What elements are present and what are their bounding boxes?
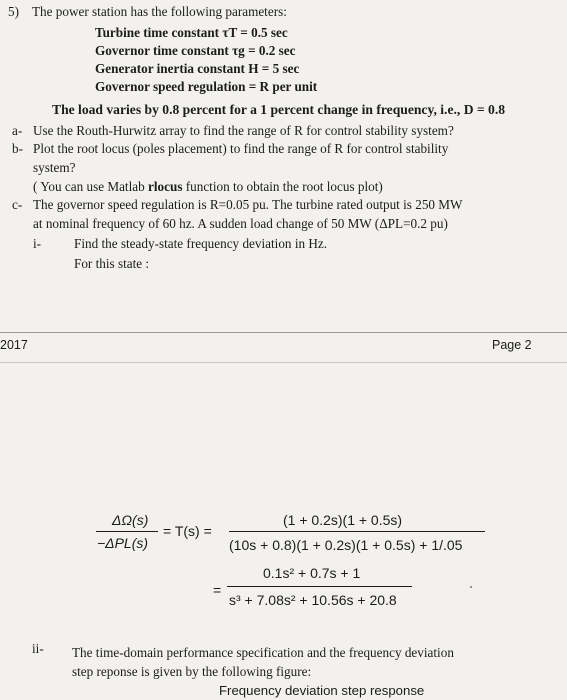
param-governor: Governor time constant τg = 0.2 sec [95,43,296,58]
param-turbine: Turbine time constant τT = 0.5 sec [95,25,288,40]
sub-i-label: i- [33,236,42,251]
problem-intro: The power station has the following parameters: [32,4,287,19]
lhs-fraction-bar [96,531,158,532]
part-b-text-1: Plot the root locus (poles placement) to find the range of R for control stability [33,141,449,156]
part-c-label: c- [12,197,23,212]
part-c-text-1: The governor speed regulation is R=0.05 pu. The turbine rated output is 250 MW [33,197,463,212]
rhs2-fraction-bar [227,586,412,587]
sub-i-text-1: Find the steady-state frequency deviation in Hz. [74,236,328,251]
lhs-denominator: −ΔPL(s) [97,535,149,551]
sub-ii-text-2: step reponse is given by the following figure: [72,664,312,679]
sub-ii-text-1: The time-domain performance specification and the frequency deviation [72,645,454,660]
part-a-label: a- [12,123,23,138]
lhs-numerator: ΔΩ(s) [112,512,149,528]
footer-page: Page 2 [492,338,532,352]
load-statement: The load varies by 0.8 percent for a 1 percent change in frequency, i.e., D = 0.8 [52,102,506,117]
rhs1-numerator: (1 + 0.2s)(1 + 0.5s) [283,512,403,528]
sub-i-text-2: For this state : [74,256,150,271]
part-b-text-3: ( You can use Matlab rlocus function to obtain the root locus plot) [33,179,383,194]
footer-year: 2017 [0,338,28,352]
rhs2-numerator: 0.1s² + 0.7s + 1 [263,565,361,581]
equals-second: = [213,582,222,598]
part-b-text-2: system? [33,160,76,175]
rhs2-denominator: s³ + 7.08s² + 10.56s + 20.8 [229,592,397,608]
part-c-text-2: at nominal frequency of 60 hz. A sudden load change of 50 MW (ΔPL=0.2 pu) [33,216,448,231]
rhs1-denominator: (10s + 0.8)(1 + 0.2s)(1 + 0.5s) + 1/.05 [229,537,463,553]
rhs1-fraction-bar [229,531,485,532]
page-break-rule [0,332,567,333]
equals-ts: = T(s) = [163,523,212,539]
sub-ii-label: ii- [32,641,44,656]
param-regulation: Governor speed regulation = R per unit [95,79,318,94]
part-b-label: b- [12,141,23,156]
page-break-rule-lower [0,362,567,363]
problem-number: 5) [8,4,19,19]
figure-title: Frequency deviation step response [219,683,425,698]
part-a-text: Use the Routh-Hurwitz array to find the range of R for control stability system? [33,123,454,138]
stray-mark [470,586,472,588]
param-inertia: Generator inertia constant H = 5 sec [95,61,300,76]
